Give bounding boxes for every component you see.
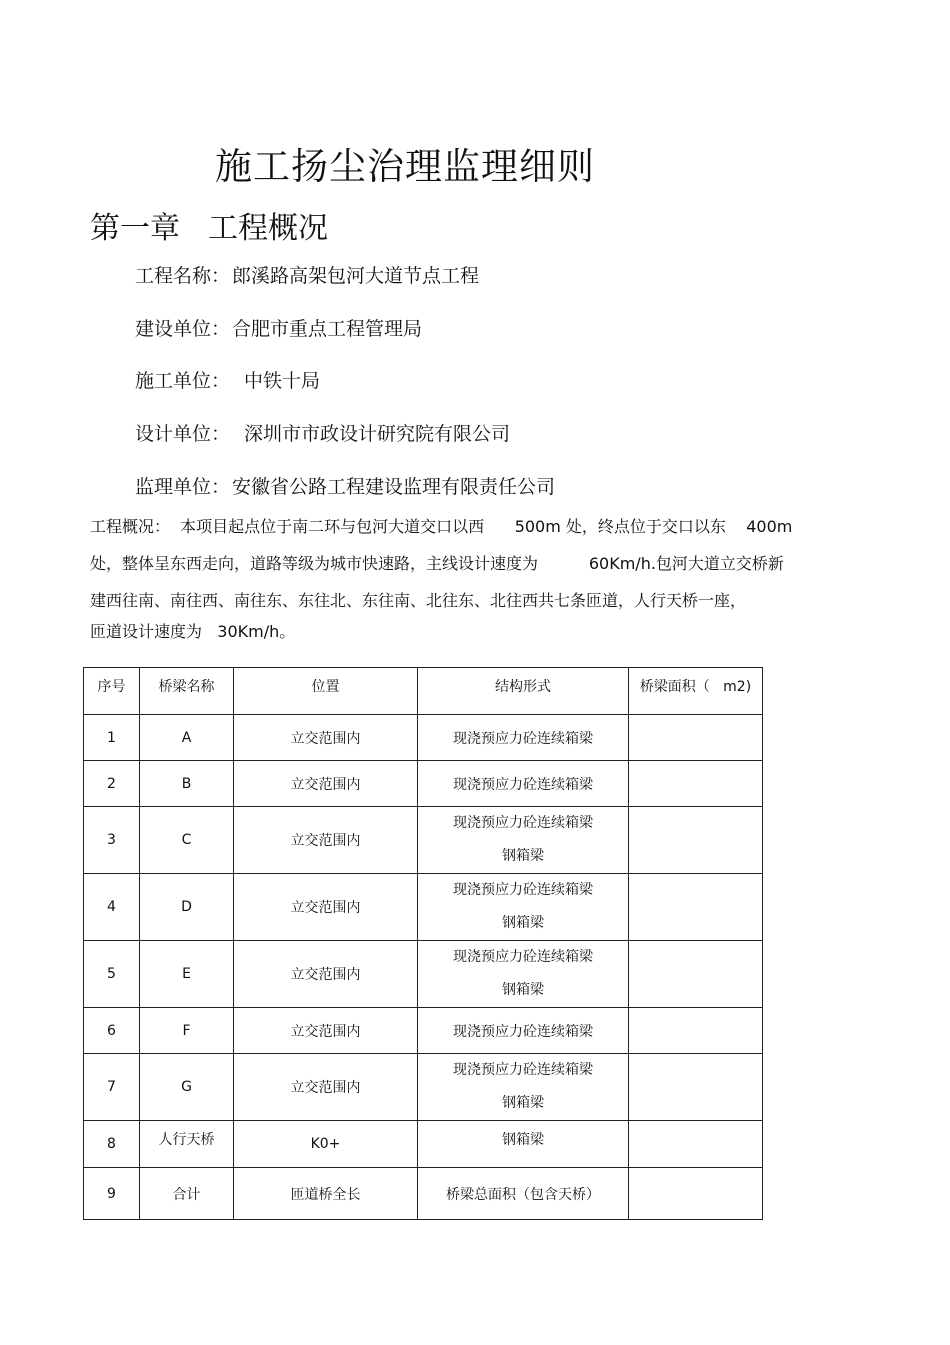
info-project-name (135, 261, 479, 288)
cell-no: 8 (84, 1121, 140, 1168)
cell-structure: 钢箱梁 (418, 1121, 629, 1168)
table-row (84, 1054, 763, 1121)
cell-no: 1 (84, 715, 140, 761)
info-label: 建设单位： (135, 318, 231, 340)
cell-area (629, 1054, 763, 1121)
cell-no: 7 (84, 1054, 140, 1121)
table-row (84, 941, 763, 1008)
cell-structure (418, 941, 629, 1008)
structure-line: 现浇预应力砼连续箱梁 (453, 815, 593, 831)
cell-structure: 桥梁总面积（包含天桥） (418, 1168, 629, 1220)
info-owner (135, 314, 422, 341)
header-cell: 桥梁面积（ m2) (629, 668, 763, 715)
cell-name: E (140, 941, 234, 1008)
document-title: 施工扬尘治理监理细则 (215, 145, 595, 188)
header-cell: 位置 (234, 668, 418, 715)
chapter-number: 第一章 (90, 211, 180, 246)
structure-line: 钢箱梁 (502, 982, 544, 998)
cell-no: 4 (84, 874, 140, 941)
overview-line: 匝道设计速度为 30Km/h。 (90, 622, 296, 641)
bridge-table (83, 667, 763, 1220)
table-row (84, 874, 763, 941)
cell-location: 立交范围内 (234, 1054, 418, 1121)
chapter-title: 工程概况 (208, 211, 328, 246)
cell-area (629, 941, 763, 1008)
cell-area (629, 715, 763, 761)
cell-name: A (140, 715, 234, 761)
cell-no: 2 (84, 761, 140, 807)
cell-name: 人行天桥 (140, 1121, 234, 1168)
info-value: 中铁十局 (244, 370, 321, 392)
project-overview (90, 512, 870, 646)
info-label: 工程名称： (135, 265, 231, 287)
cell-location: 立交范围内 (234, 761, 418, 807)
cell-structure: 现浇预应力砼连续箱梁 (418, 1008, 629, 1054)
header-cell: 桥梁名称 (140, 668, 234, 715)
info-value: 深圳市市政设计研究院有限公司 (244, 423, 511, 445)
overview-line: 工程概况： 本项目起点位于南二环与包河大道交口以西 500m 处，终点位于交口以东 400m (90, 517, 793, 536)
cell-structure: 现浇预应力砼连续箱梁 (418, 761, 629, 807)
cell-structure (418, 1054, 629, 1121)
cell-area (629, 874, 763, 941)
cell-no: 5 (84, 941, 140, 1008)
info-value: 安徽省公路工程建设监理有限责任公司 (232, 476, 556, 498)
cell-location: 立交范围内 (234, 874, 418, 941)
cell-no: 9 (84, 1168, 140, 1220)
structure-line: 现浇预应力砼连续箱梁 (453, 949, 593, 965)
cell-name: C (140, 807, 234, 874)
table-row (84, 1168, 763, 1220)
cell-structure (418, 874, 629, 941)
cell-location: 立交范围内 (234, 715, 418, 761)
table-row (84, 715, 763, 761)
cell-name: G (140, 1054, 234, 1121)
table-row (84, 761, 763, 807)
structure-line: 钢箱梁 (502, 1095, 544, 1111)
overview-line: 处，整体呈东西走向，道路等级为城市快速路，主线设计速度为 60Km/h.包河大道立交桥新 (90, 554, 784, 573)
cell-name: B (140, 761, 234, 807)
cell-location: 立交范围内 (234, 1008, 418, 1054)
cell-location: K0+ (234, 1121, 418, 1168)
table-row (84, 1008, 763, 1054)
cell-area (629, 1008, 763, 1054)
cell-area (629, 807, 763, 874)
info-label: 监理单位： (135, 476, 231, 498)
table-row (84, 807, 763, 874)
cell-structure: 现浇预应力砼连续箱梁 (418, 715, 629, 761)
cell-area (629, 1121, 763, 1168)
table-header-row (84, 668, 763, 715)
structure-line: 现浇预应力砼连续箱梁 (453, 882, 593, 898)
header-cell: 结构形式 (418, 668, 629, 715)
info-label: 施工单位： (135, 370, 231, 392)
cell-location: 立交范围内 (234, 941, 418, 1008)
structure-line: 钢箱梁 (502, 915, 544, 931)
table-row (84, 1121, 763, 1168)
overview-line: 建西往南、南往西、南往东、东往北、东往南、北往东、北往西共七条匝道，人行天桥一座， (90, 591, 747, 610)
info-value: 合肥市重点工程管理局 (232, 318, 423, 340)
info-label: 设计单位： (135, 423, 231, 445)
structure-line: 现浇预应力砼连续箱梁 (453, 1062, 593, 1078)
cell-area (629, 1168, 763, 1220)
cell-location: 立交范围内 (234, 807, 418, 874)
cell-name: D (140, 874, 234, 941)
chapter-heading (90, 203, 328, 247)
header-cell: 序号 (84, 668, 140, 715)
cell-name: 合计 (140, 1168, 234, 1220)
info-contractor (135, 366, 320, 393)
info-supervisor (135, 472, 555, 499)
cell-location: 匝道桥全长 (234, 1168, 418, 1220)
cell-no: 6 (84, 1008, 140, 1054)
info-value: 郎溪路高架包河大道节点工程 (232, 265, 480, 287)
info-designer (135, 419, 510, 446)
cell-area (629, 761, 763, 807)
cell-structure (418, 807, 629, 874)
cell-name: F (140, 1008, 234, 1054)
structure-line: 钢箱梁 (502, 848, 544, 864)
cell-no: 3 (84, 807, 140, 874)
